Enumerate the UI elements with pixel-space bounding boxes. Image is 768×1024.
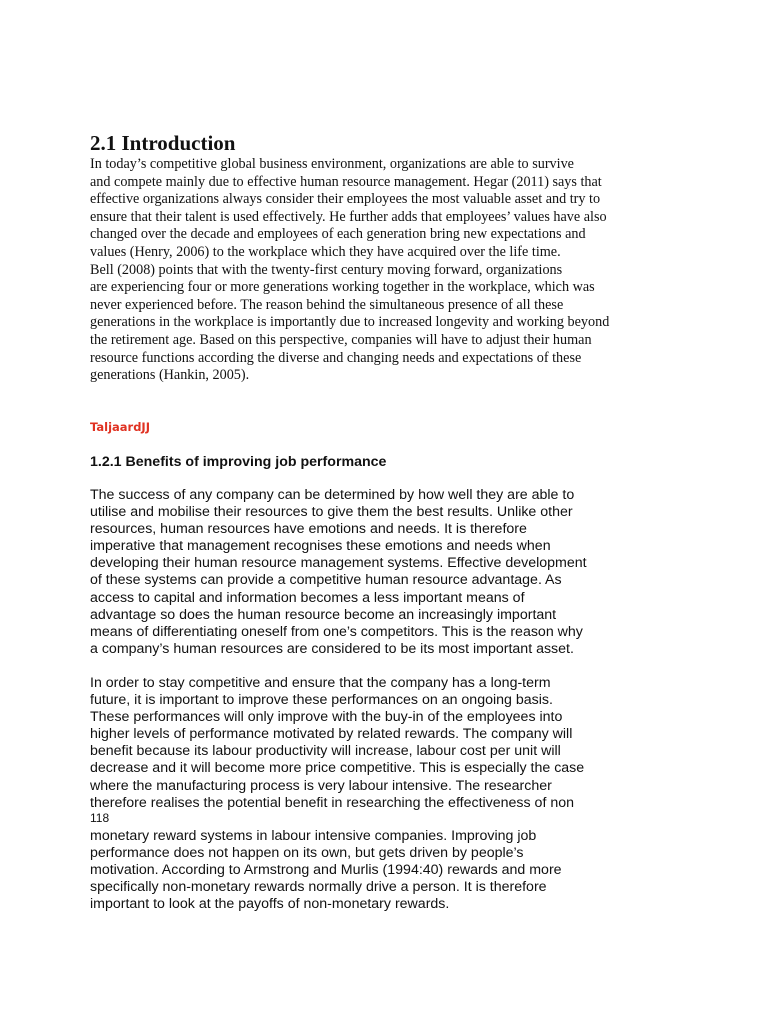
text-line: future, it is important to improve these performances on an ongoing basis.	[90, 692, 553, 709]
text-line: a company’s human resources are considered to be its most important asset.	[90, 640, 574, 657]
section-heading-introduction: 2.1 Introduction	[90, 131, 236, 155]
text-line: developing their human resource management systems. Effective development	[90, 555, 587, 572]
section-heading-benefits: 1.2.1 Benefits of improving job performance	[90, 454, 387, 470]
text-line: performance does not happen on its own, but gets driven by people’s	[90, 845, 524, 862]
text-line: In today’s competitive global business environment, organizations are able to survive	[90, 156, 574, 172]
text-line: resources, human resources have emotions and needs. It is therefore	[90, 521, 527, 538]
text-line: are experiencing four or more generations working together in the workplace, which was	[90, 279, 595, 296]
text-line: resource functions according the diverse and changing needs and expectations of these	[90, 349, 582, 366]
text-line: never experienced before. The reason behind the simultaneous presence of all these	[90, 296, 564, 313]
text-line: generations in the workplace is importantly due to increased longevity and working beyond	[90, 314, 610, 331]
text-line: important to look at the payoffs of non-monetary rewards.	[90, 896, 450, 913]
text-line: ensure that their talent is used effectively. He further adds that employees’ values have also	[90, 208, 607, 225]
text-line: In order to stay competitive and ensure that the company has a long-term	[90, 675, 551, 691]
text-line: changed over the decade and employees of each generation bring new expectations and	[90, 226, 586, 243]
text-line: motivation. According to Armstrong and Murlis (1994:40) rewards and more	[90, 862, 562, 879]
benefits-paragraph-2	[90, 675, 618, 812]
text-line: higher levels of performance motivated by related rewards. The company will	[90, 726, 573, 743]
text-line: the retirement age. Based on this perspective, companies will have to adjust their human	[90, 331, 592, 348]
text-line: effective organizations always consider their employees the most valuable asset and try to	[90, 191, 601, 208]
text-line: utilise and mobilise their resources to give them the best results. Unlike other	[90, 504, 573, 521]
text-line: specifically non-monetary rewards normally drive a person. It is therefore	[90, 879, 547, 896]
page-number: 118	[90, 811, 110, 825]
text-line: benefit because its labour productivity will increase, labour cost per unit will	[90, 743, 561, 760]
text-line: advantage so does the human resource become an increasingly important	[90, 606, 557, 623]
text-line: These performances will only improve with the buy-in of the employees into	[90, 709, 563, 726]
text-line: values (Henry, 2006) to the workplace which they have acquired over the life time.	[90, 243, 561, 260]
text-line: means of differentiating oneself from one’s competitors. This is the reason why	[90, 623, 583, 640]
text-line: of these systems can provide a competitive human resource advantage. As	[90, 572, 562, 589]
benefits-paragraph-1	[90, 487, 618, 658]
text-line: where the manufacturing process is very labour intensive. The researcher	[90, 777, 552, 794]
text-line: decrease and it will become more price competitive. This is especially the case	[90, 760, 585, 777]
text-line: imperative that management recognises these emotions and needs when	[90, 538, 551, 555]
text-line: therefore realises the potential benefit in researching the effectiveness of non	[90, 794, 574, 811]
text-line: generations (Hankin, 2005).	[90, 367, 250, 384]
text-line: The success of any company can be determined by how well they are able to	[90, 487, 575, 503]
introduction-paragraph	[90, 156, 650, 385]
text-line: monetary reward systems in labour intensive companies. Improving job	[90, 828, 537, 844]
text-line: access to capital and information becomes a less important means of	[90, 589, 525, 606]
text-line: Bell (2008) points that with the twenty-first century moving forward, organizations	[90, 261, 563, 278]
benefits-paragraph-3	[90, 828, 618, 913]
author-tag: TaljaardJJ	[90, 420, 150, 434]
text-line: and compete mainly due to effective human resource management. Hegar (2011) says that	[90, 173, 602, 190]
